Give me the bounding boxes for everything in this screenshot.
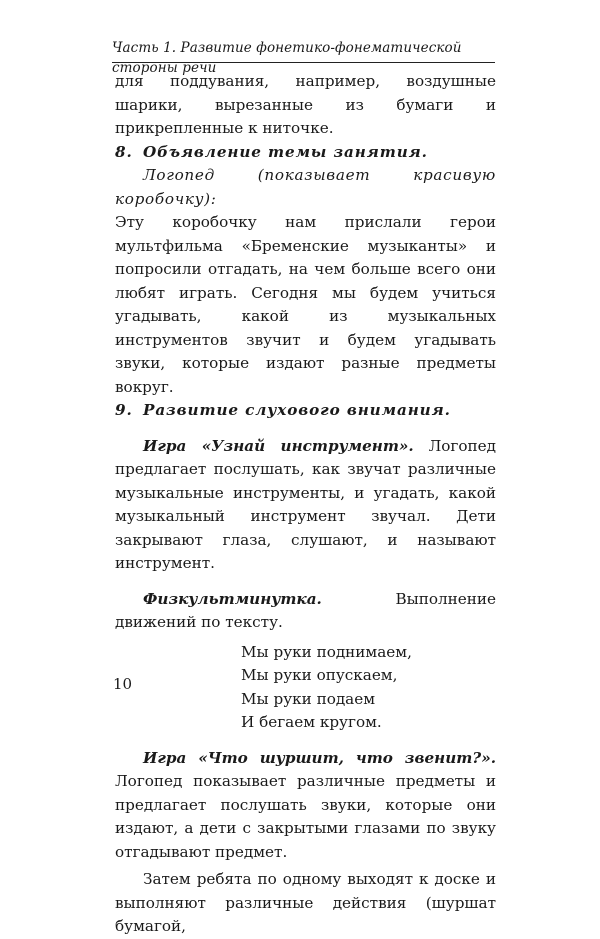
section-9-number: 9. xyxy=(115,401,133,419)
game-2-paragraph xyxy=(115,747,496,865)
section-9-heading xyxy=(115,399,496,423)
page-body xyxy=(115,70,496,939)
game-1-paragraph xyxy=(115,435,496,576)
game-1-title: Игра «Узнай инструмент». xyxy=(143,436,414,455)
phys-text: Выполнение движений по тексту. xyxy=(115,589,496,631)
section-8-number: 8. xyxy=(115,142,133,161)
intro-paragraph: для поддувания, например, воздушные шарики, вырезанные из бумаги и прикрепленные к ниточке. xyxy=(115,72,496,137)
game-2-title: Игра «Что шуршит, что звенит?». xyxy=(143,748,496,767)
running-head: Часть 1. Развитие фонетико-фонематической стороны речи xyxy=(112,40,462,76)
section-9-title: Развитие слухового внимания. xyxy=(143,401,451,419)
section-8-heading xyxy=(115,141,496,165)
poem-line: И бегаем кругом. xyxy=(241,713,382,731)
game-1-text: Логопед предлагает послушать, как звучат различные музыкальные инструменты, и угадать, какой музыкальный инструмент звучал. Дети закрывают глаза, слушают, и называют инструмент. xyxy=(115,436,496,572)
phys-title: Физкультминутка. xyxy=(143,589,322,608)
poem-line: Мы руки поднимаем, xyxy=(241,642,412,661)
poem xyxy=(241,641,496,735)
final-paragraph: Затем ребята по одному выходят к доске и выполняют различные действия (шуршат бумагой, xyxy=(115,870,496,935)
header-rule xyxy=(112,62,495,63)
section-8-speaker: Логопед (показывает красивую коробочку): xyxy=(115,166,496,208)
poem-line: Мы руки подаем xyxy=(241,689,376,708)
phys-paragraph xyxy=(115,588,496,635)
section-8-title: Объявление темы занятия. xyxy=(143,142,428,161)
page-number: 10 xyxy=(113,675,133,693)
section-8-paragraph: Эту коробочку нам прислали герои мультфильма «Бременские музыканты» и попросили отгадать, на чем больше всего они любят играть. Сегодня мы будем учиться угадывать, какой из музыкальных инструментов звучит и будем угадывать звуки, которые издают разные предметы вокруг. xyxy=(115,213,496,396)
poem-line: Мы руки опускаем, xyxy=(241,666,398,684)
game-2-text: Логопед показывает различные предметы и предлагает послушать звуки, которые они издают, а дети с закрытыми глазами по звуку отгадывают предмет. xyxy=(115,772,496,861)
